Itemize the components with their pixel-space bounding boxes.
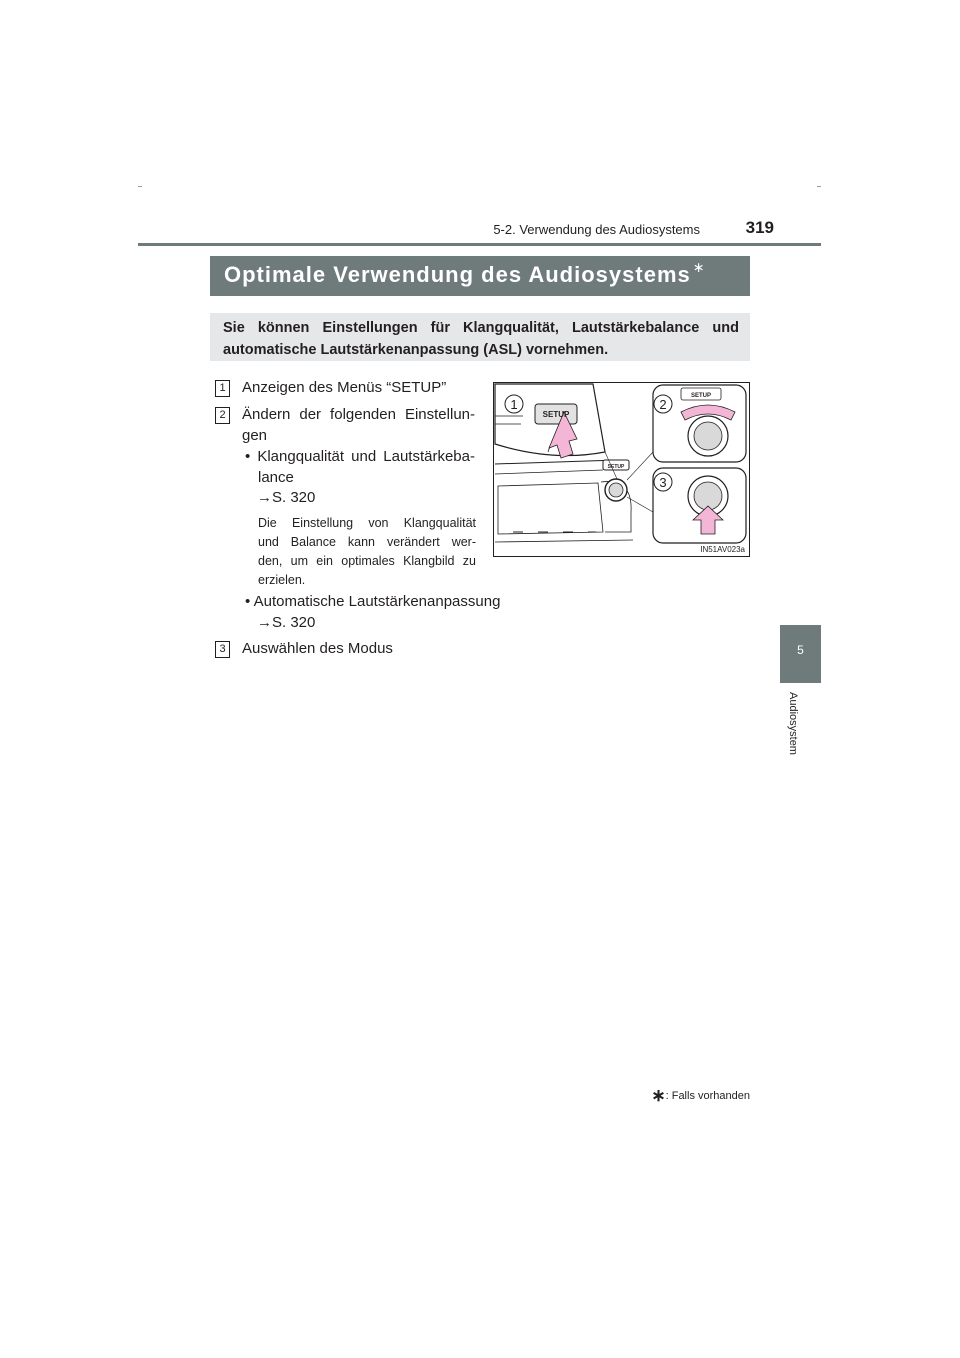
callout-3: 3 [659,475,667,490]
bullet-1-line1: • Klangqualität und Lautstärkeba- [245,448,475,465]
note-line: erzielen. [258,573,306,587]
note-line: und Balance kann verändert wer- [258,535,476,549]
note-text [258,514,476,590]
footnote [600,1086,750,1106]
title-bar [210,256,750,296]
step-2-text [242,404,475,446]
step-2-line1: Ändern der folgenden Einstellun- [242,406,475,423]
audio-panel-illustration [493,382,750,557]
note-line: den, um ein optimales Klangbild zu [258,554,476,568]
chapter-label-container [784,692,808,772]
page-title-text: Optimale Verwendung des Audiosystems [224,262,691,287]
bullet-2-reference: →S. 320 [257,614,316,631]
figure-code: IN51AV023a [700,545,745,554]
step-number-3: 3 [215,641,230,658]
setup-button-label: SETUP [542,410,570,419]
bullet-1-line2: lance [258,469,294,486]
chapter-label: Audiosystem [787,692,799,755]
step-3-text: Auswählen des Modus [242,640,393,657]
footnote-text: : Falls vorhanden [665,1090,750,1102]
chapter-tab [780,625,821,683]
audio-panel-svg [493,382,750,557]
bullet-1 [245,446,475,488]
page-number: 319 [745,218,774,237]
note-line: Die Einstellung von Klangqualität [258,516,476,530]
bullet-2: • Automatische Lautstärkenanpassung [245,593,501,610]
setup-button-label-small: SETUP [690,393,712,399]
crop-mark [138,186,142,187]
setup-button-label-tiny: SETUP [607,464,625,470]
header-rule [138,243,821,246]
step-1-text: Anzeigen des Menüs “SETUP” [242,379,447,396]
step-number-2: 2 [215,407,230,424]
availability-marker: ∗ [692,259,706,275]
callout-1: 1 [510,397,518,412]
page-title [224,259,706,288]
chapter-number: 5 [797,643,804,657]
step-2-line2: gen [242,427,268,444]
footnote-marker: ∗ [651,1086,666,1105]
step-number-1: 1 [215,380,230,397]
crop-mark [817,186,821,187]
intro-text: Sie können Einstellungen für Klangqualität, Lautstärkebalance und automatische Lautstärkenanpassung (ASL) vornehmen. [223,320,739,358]
bullet-1-reference: →S. 320 [257,489,316,506]
intro-box [210,313,750,361]
callout-2: 2 [659,397,667,412]
section-header: 5-2. Verwendung des Audiosystems [493,222,700,237]
